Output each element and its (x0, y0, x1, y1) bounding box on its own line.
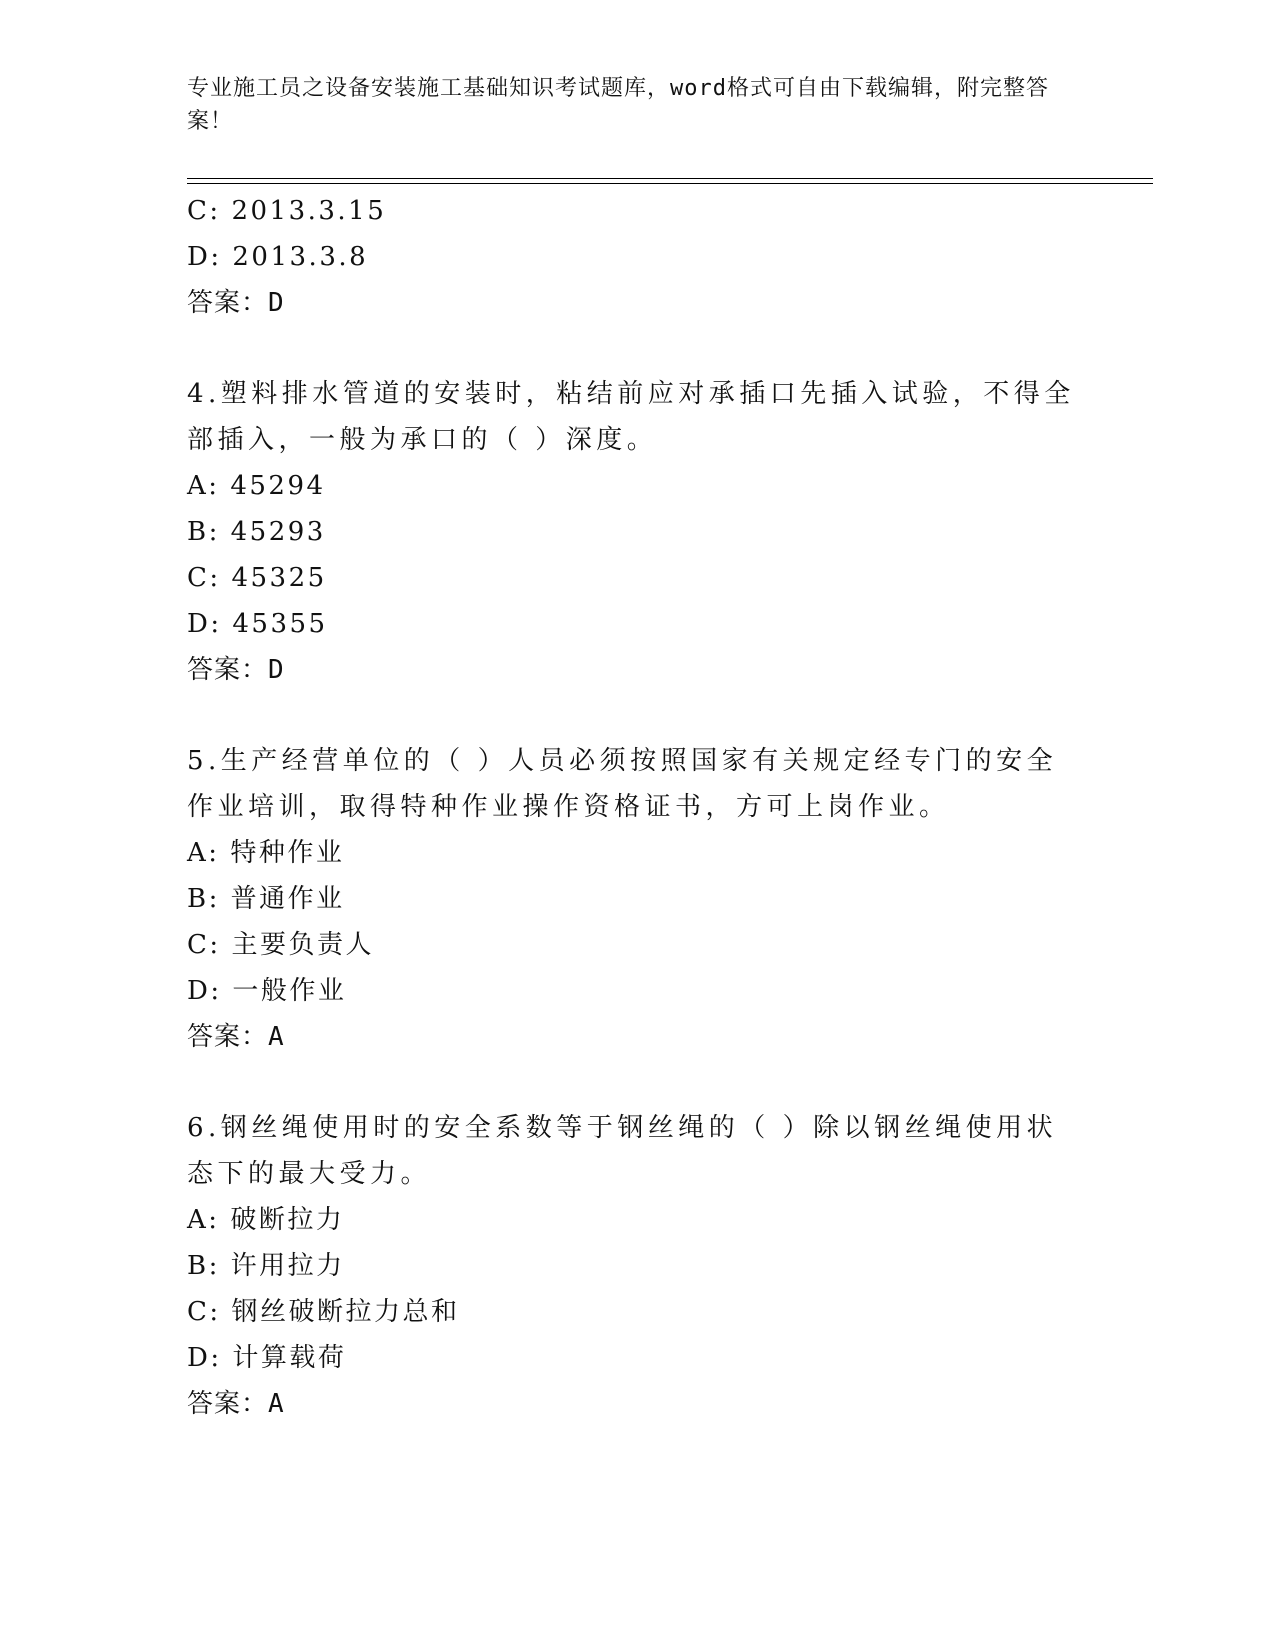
option-label: D (187, 242, 211, 272)
option-b: B: 许用拉力 (187, 1251, 345, 1281)
option-c: C: 2013.3.15 (187, 196, 387, 226)
answer-line: 答案：A (187, 1389, 285, 1419)
question-text: 5.生产经营单位的（ ）人员必须按照国家有关规定经专门的安全作业培训，取得特种作业操作资格证书，方可上岗作业。 (187, 746, 1058, 822)
option-text: 计算载荷 (232, 1343, 347, 1373)
option-label: B (187, 517, 209, 547)
spacer (187, 326, 1087, 371)
option-label: B (187, 1251, 209, 1281)
option-a: A: 破断拉力 (187, 1205, 345, 1235)
option-label: D (187, 976, 211, 1006)
option-text: 45294 (230, 471, 326, 501)
header-divider-bottom (187, 183, 1153, 184)
question-4 (187, 371, 1087, 693)
option-text: 45355 (232, 609, 328, 639)
option-b: B: 45293 (187, 517, 326, 547)
continued-question (187, 188, 1087, 326)
question-text: 4.塑料排水管道的安装时，粘结前应对承插口先插入试验，不得全部插入，一般为承口的（ ）深度。 (187, 379, 1075, 455)
option-text: 许用拉力 (230, 1251, 345, 1281)
option-label: D (187, 609, 211, 639)
document-body (187, 188, 1087, 1427)
option-label: D (187, 1343, 211, 1373)
answer-line: 答案：A (187, 1022, 285, 1052)
question-text: 6.钢丝绳使用时的安全系数等于钢丝绳的（ ）除以钢丝绳使用状态下的最大受力。 (187, 1113, 1058, 1189)
option-c: C: 主要负责人 (187, 930, 374, 960)
option-label: C (187, 930, 210, 960)
option-a: A: 特种作业 (187, 838, 345, 868)
option-b: B: 普通作业 (187, 884, 345, 914)
option-text: 2013.3.15 (231, 196, 387, 226)
option-label: C (187, 563, 210, 593)
header-divider-top (187, 178, 1153, 179)
option-label: A (187, 838, 209, 868)
document-header: 专业施工员之设备安装施工基础知识考试题库，word格式可自由下载编辑，附完整答案！ (187, 76, 1049, 134)
spacer (187, 693, 1087, 738)
option-d: D: 计算载荷 (187, 1343, 347, 1373)
option-label: A (187, 471, 209, 501)
option-text: 45325 (231, 563, 327, 593)
option-c: C: 45325 (187, 563, 327, 593)
option-text: 钢丝破断拉力总和 (231, 1297, 460, 1327)
option-text: 特种作业 (230, 838, 345, 868)
option-text: 2013.3.8 (232, 242, 369, 272)
option-text: 45293 (230, 517, 326, 547)
option-label: A (187, 1205, 209, 1235)
question-5 (187, 738, 1087, 1060)
answer-line: 答案：D (187, 655, 285, 685)
option-label: C (187, 196, 210, 226)
option-text: 破断拉力 (230, 1205, 345, 1235)
option-label: C (187, 1297, 210, 1327)
option-text: 主要负责人 (231, 930, 374, 960)
question-6 (187, 1105, 1087, 1427)
option-d: D: 一般作业 (187, 976, 347, 1006)
option-d: D: 2013.3.8 (187, 242, 369, 272)
option-d: D: 45355 (187, 609, 328, 639)
option-label: B (187, 884, 209, 914)
spacer (187, 1060, 1087, 1105)
option-text: 普通作业 (230, 884, 345, 914)
answer-line: 答案：D (187, 288, 285, 318)
option-c: C: 钢丝破断拉力总和 (187, 1297, 460, 1327)
option-text: 一般作业 (232, 976, 347, 1006)
option-a: A: 45294 (187, 471, 326, 501)
